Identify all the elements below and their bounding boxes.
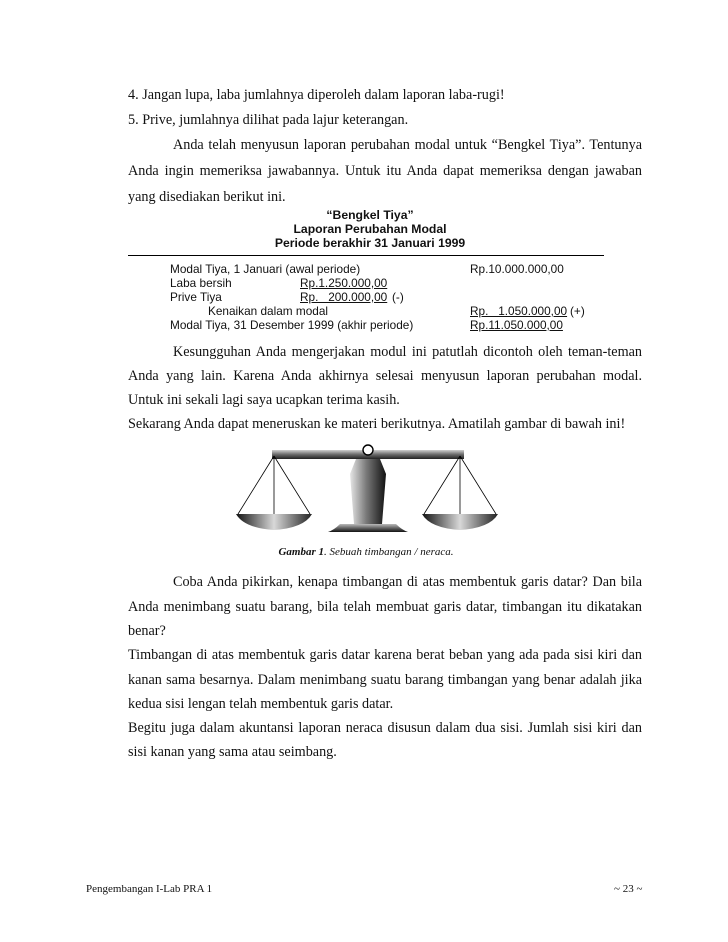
paragraph-1-line-2: Anda ingin memeriksa jawabannya. Untuk itu Anda dapat memeriksa dengan jawaban: [128, 163, 642, 179]
report-row-2-label: Laba bersih: [170, 276, 232, 290]
report-row-4-value: Rp. 1.050.000,00: [470, 304, 568, 318]
report-row-4-sign: (+): [570, 304, 585, 318]
paragraph-1-line-1: Anda telah menyusun laporan perubahan modal untuk “Bengkel Tiya”. Tentunya: [173, 137, 642, 153]
footer-module-title: Pengembangan I-Lab PRA 1: [86, 883, 213, 895]
list-item-4: 4. Jangan lupa, laba jumlahnya diperoleh dalam laporan laba-rugi!: [128, 87, 505, 103]
paragraph-3-line-4: Timbangan di atas membentuk garis datar karena berat beban yang ada pada sisi kiri dan: [128, 647, 642, 663]
paragraph-3-line-5: kanan sama besarnya. Dalam menimbang suatu barang timbangan yang benar adalah jika: [128, 672, 642, 688]
paragraph-3-line-1: Coba Anda pikirkan, kenapa timbangan di atas membentuk garis datar? Dan bila: [173, 574, 642, 590]
report-row-5-value: Rp.11.050.000,00: [470, 318, 563, 332]
report-title-1: “Bengkel Tiya”: [326, 208, 414, 222]
figure-caption-text: . Sebuah timbangan / neraca.: [323, 546, 454, 558]
report-row-1-value: Rp.10.000.000,00: [470, 262, 564, 276]
report-row-4-label: Kenaikan dalam modal: [208, 304, 329, 318]
report-title-2: Laporan Perubahan Modal: [293, 222, 447, 236]
scale-base: [328, 524, 408, 532]
scale-pivot: [363, 445, 373, 455]
report-row-3-label: Prive Tiya: [170, 290, 222, 304]
paragraph-3-line-3: benar?: [128, 623, 166, 639]
paragraph-2-line-1: Kesungguhan Anda mengerjakan modul ini patutlah dicontoh oleh teman-teman: [173, 344, 642, 360]
paragraph-2-line-4: Sekarang Anda dapat meneruskan ke materi berikutnya. Amatilah gambar di bawah ini!: [128, 416, 626, 432]
paragraph-3-line-2: Anda menimbang suatu barang, bila telah membuat garis datar, timbangan itu dikatakan: [128, 599, 642, 615]
report-divider: [128, 255, 604, 256]
report-row-1-label: Modal Tiya, 1 Januari (awal periode): [170, 262, 361, 276]
paragraph-3-line-8: sisi kanan yang sama atau seimbang.: [128, 744, 337, 760]
report-row-3-sign: (-): [392, 290, 404, 304]
figure-caption-label: Gambar 1: [278, 546, 324, 558]
list-item-5: 5. Prive, jumlahnya dilihat pada lajur keterangan.: [128, 112, 409, 128]
scale-left-pan: [236, 514, 312, 530]
paragraph-1-line-3: yang disediakan berikut ini.: [128, 189, 286, 205]
footer-page-number: ~ 23 ~: [614, 883, 643, 895]
paragraph-3-line-7: Begitu juga dalam akuntansi laporan neraca disusun dalam dua sisi. Jumlah sisi kiri dan: [128, 720, 642, 736]
scale-right-pan: [422, 514, 498, 530]
figure-caption: [128, 546, 604, 558]
scale-post: [350, 459, 386, 524]
report-row-5-label: Modal Tiya, 31 Desember 1999 (akhir periode): [170, 318, 414, 332]
report-title-3: Periode berakhir 31 Januari 1999: [274, 236, 466, 250]
paragraph-3-line-6: kedua sisi lengan telah membentuk garis datar.: [128, 696, 394, 712]
report-row-2-value: Rp.1.250.000,00: [300, 276, 388, 290]
balance-scale-figure: [232, 442, 502, 542]
paragraph-2-line-2: Anda yang lain. Karena Anda akhirnya selesai menyusun laporan perubahan modal.: [128, 368, 642, 384]
report-row-3-value: Rp. 200.000,00: [300, 290, 388, 304]
paragraph-2-line-3: Untuk ini sekali lagi saya ucapkan terima kasih.: [128, 392, 400, 408]
